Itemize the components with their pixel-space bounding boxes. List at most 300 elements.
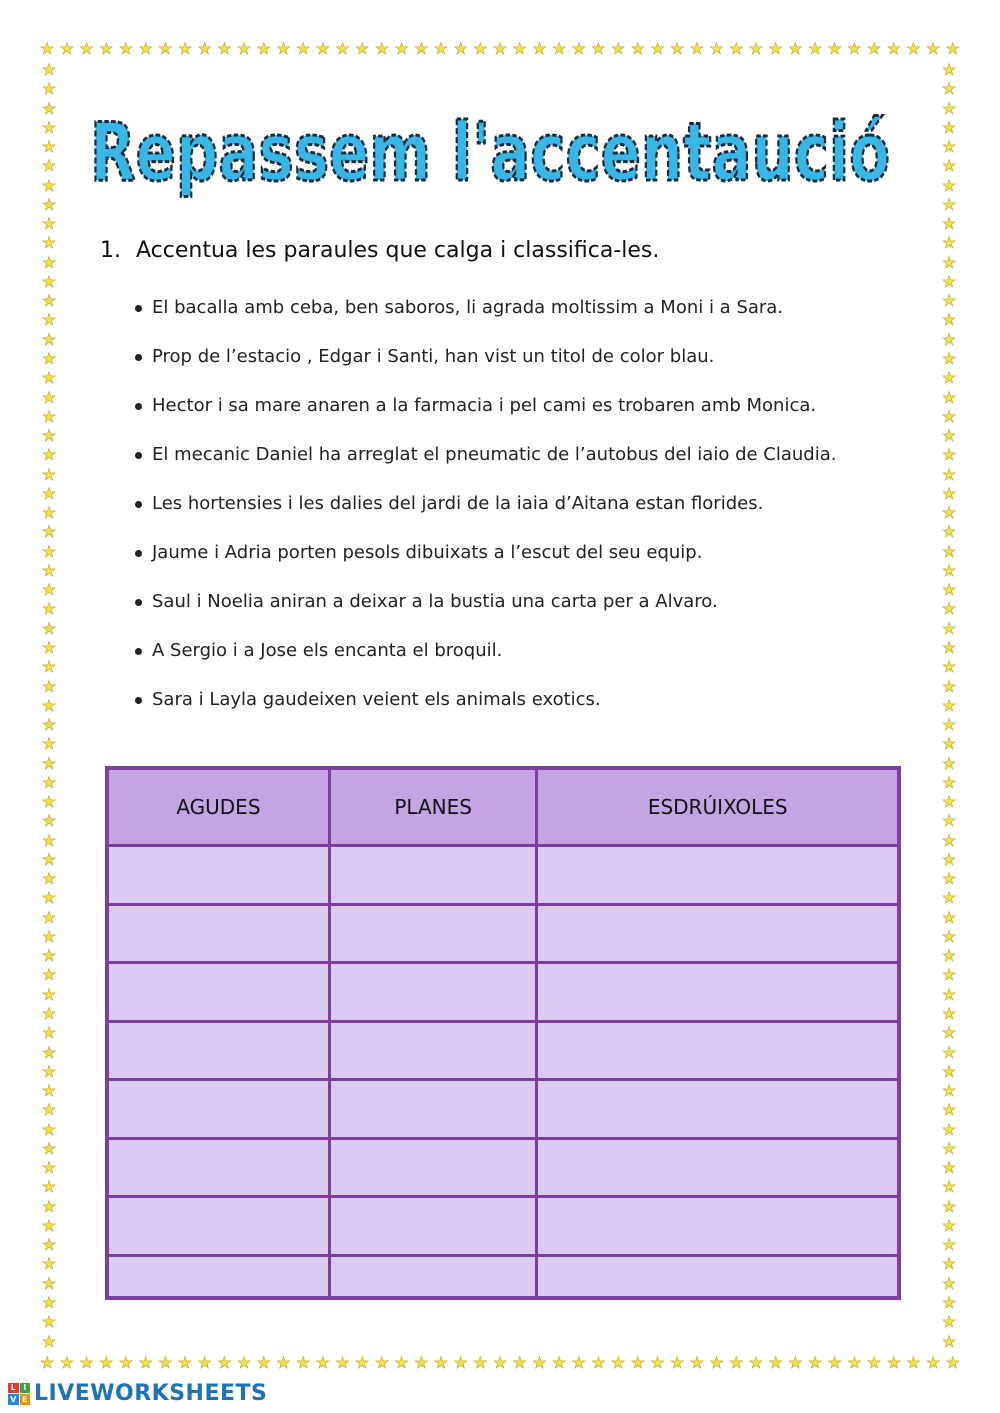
sentence-text: Saul i Noelia aniran a deixar a la bustia una carta per a Alvaro.: [152, 591, 718, 612]
instruction-text: Accentua les paraules que calga i classifica-les.: [136, 238, 660, 263]
star-icon: ★: [807, 39, 823, 58]
list-item: [135, 292, 836, 341]
star-icon: ★: [492, 39, 508, 58]
sentence-text: Les hortensies i les dalies del jardi de la iaia d’Aitana estan florides.: [152, 493, 764, 514]
star-icon: ★: [315, 39, 330, 58]
star-icon: ★: [41, 1196, 57, 1216]
bullet-icon: [135, 550, 142, 557]
star-icon: ★: [59, 39, 75, 58]
star-icon: ★: [41, 1042, 57, 1062]
answer-cell[interactable]: [329, 963, 537, 1022]
star-icon: ★: [941, 965, 957, 985]
table-row: [109, 1021, 897, 1080]
star-icon: ★: [941, 329, 957, 349]
star-icon: ★: [374, 1353, 390, 1372]
star-icon: ★: [941, 1100, 957, 1120]
star-icon: ★: [41, 772, 57, 792]
star-icon: ★: [941, 79, 957, 99]
answer-cell[interactable]: [109, 1197, 329, 1256]
star-icon: ★: [941, 1293, 957, 1312]
star-icon: ★: [41, 637, 57, 657]
star-icon: ★: [41, 734, 57, 754]
list-item: [135, 684, 836, 733]
star-icon: ★: [941, 252, 957, 272]
star-icon: ★: [41, 541, 57, 561]
answer-cell[interactable]: [537, 1138, 897, 1197]
star-icon: ★: [295, 1353, 311, 1372]
star-border-top: [40, 40, 960, 58]
star-icon: ★: [473, 1353, 488, 1372]
star-icon: ★: [41, 1119, 57, 1139]
star-icon: ★: [591, 39, 606, 58]
star-icon: ★: [40, 1353, 55, 1372]
sentence-text: El bacalla amb ceba, ben saboros, li agrada moltissim a Moni i a Sara.: [152, 297, 784, 318]
answer-cell[interactable]: [537, 1197, 897, 1256]
star-icon: ★: [941, 1254, 957, 1274]
star-icon: ★: [650, 39, 665, 58]
star-icon: ★: [41, 445, 57, 465]
table-row: [109, 846, 897, 905]
star-icon: ★: [197, 39, 212, 58]
answer-cell[interactable]: [109, 1255, 329, 1296]
list-item: [135, 537, 836, 586]
star-icon: ★: [41, 560, 57, 580]
table-row: [109, 1255, 897, 1296]
answer-cell[interactable]: [109, 1138, 329, 1197]
table-body: [109, 846, 897, 1297]
star-icon: ★: [236, 1353, 252, 1372]
star-icon: ★: [788, 1353, 803, 1372]
star-icon: ★: [906, 1353, 921, 1372]
star-icon: ★: [41, 830, 57, 850]
sentence-text: El mecanic Daniel ha arreglat el pneumatic de l’autobus del iaio de Claudia.: [152, 444, 837, 465]
star-icon: ★: [41, 233, 57, 253]
star-icon: ★: [886, 1353, 901, 1372]
answer-cell[interactable]: [537, 1255, 897, 1296]
star-icon: ★: [41, 60, 57, 79]
star-icon: ★: [941, 869, 957, 889]
star-icon: ★: [414, 39, 429, 58]
star-icon: ★: [41, 926, 57, 946]
star-icon: ★: [941, 637, 957, 657]
bullet-icon: [135, 648, 142, 655]
bullet-icon: [135, 305, 142, 312]
logo-letter: I: [20, 1383, 31, 1394]
star-icon: ★: [941, 907, 957, 927]
star-icon: ★: [709, 39, 724, 58]
star-icon: ★: [453, 1353, 468, 1372]
star-icon: ★: [41, 888, 57, 908]
star-icon: ★: [941, 676, 957, 696]
answer-cell[interactable]: [329, 1021, 537, 1080]
star-icon: ★: [941, 348, 957, 368]
star-icon: ★: [941, 811, 957, 831]
bullet-icon: [135, 452, 142, 459]
answer-cell[interactable]: [329, 1138, 537, 1197]
star-icon: ★: [941, 483, 957, 503]
star-icon: ★: [807, 1353, 823, 1372]
star-icon: ★: [941, 657, 957, 677]
bullet-icon: [135, 599, 142, 606]
star-icon: ★: [41, 1061, 57, 1081]
star-icon: ★: [591, 1353, 606, 1372]
star-icon: ★: [941, 271, 957, 291]
star-icon: ★: [41, 811, 57, 831]
star-icon: ★: [276, 1353, 291, 1372]
answer-cell[interactable]: [329, 1255, 537, 1296]
star-icon: ★: [41, 1023, 57, 1043]
star-icon: ★: [276, 39, 291, 58]
star-icon: ★: [492, 1353, 508, 1372]
answer-cell[interactable]: [109, 846, 329, 905]
star-icon: ★: [177, 1353, 193, 1372]
star-icon: ★: [315, 1353, 330, 1372]
star-icon: ★: [99, 1353, 114, 1372]
star-icon: ★: [768, 39, 783, 58]
star-icon: ★: [709, 1353, 724, 1372]
logo-letter: V: [8, 1394, 19, 1405]
star-icon: ★: [571, 1353, 586, 1372]
star-icon: ★: [788, 39, 803, 58]
star-icon: ★: [630, 1353, 645, 1372]
star-icon: ★: [41, 156, 57, 176]
list-item: [135, 635, 836, 684]
answer-cell[interactable]: [537, 963, 897, 1022]
table-row: [109, 1138, 897, 1197]
star-icon: ★: [41, 1004, 57, 1024]
star-icon: ★: [41, 291, 57, 311]
star-icon: ★: [941, 830, 957, 850]
star-icon: ★: [335, 39, 350, 58]
header-agudes: AGUDES: [109, 770, 329, 846]
star-icon: ★: [41, 406, 57, 426]
star-icon: ★: [941, 387, 957, 407]
table-row: [109, 1197, 897, 1256]
star-icon: ★: [886, 39, 901, 58]
list-item: [135, 586, 836, 635]
star-border-bottom: [40, 1354, 960, 1372]
table-header-row: [109, 770, 897, 846]
star-icon: ★: [941, 522, 957, 542]
star-icon: ★: [41, 1215, 57, 1235]
table-row: [109, 1080, 897, 1139]
bullet-icon: [135, 403, 142, 410]
star-icon: ★: [41, 907, 57, 927]
star-icon: ★: [197, 1353, 212, 1372]
header-planes: PLANES: [329, 770, 537, 846]
logo-letter: E: [20, 1394, 31, 1405]
star-icon: ★: [941, 406, 957, 426]
star-icon: ★: [118, 1353, 134, 1372]
star-icon: ★: [941, 792, 957, 812]
star-icon: ★: [941, 445, 957, 465]
star-icon: ★: [941, 1061, 957, 1081]
answer-cell[interactable]: [329, 846, 537, 905]
star-icon: ★: [941, 503, 957, 523]
star-icon: ★: [941, 599, 957, 619]
star-icon: ★: [941, 60, 957, 79]
footer: [8, 1381, 267, 1406]
star-icon: ★: [941, 618, 957, 638]
star-icon: ★: [41, 869, 57, 889]
star-icon: ★: [41, 503, 57, 523]
sentence-text: Hector i sa mare anaren a la farmacia i pel cami es trobaren amb Monica.: [152, 395, 817, 416]
star-icon: ★: [906, 39, 921, 58]
star-icon: ★: [41, 1158, 57, 1178]
star-icon: ★: [41, 580, 57, 600]
star-icon: ★: [941, 194, 957, 214]
star-icon: ★: [41, 1293, 57, 1312]
star-icon: ★: [941, 926, 957, 946]
star-icon: ★: [41, 753, 57, 773]
star-icon: ★: [941, 1119, 957, 1139]
star-icon: ★: [847, 39, 862, 58]
star-icon: ★: [941, 734, 957, 754]
star-icon: ★: [41, 98, 57, 118]
star-icon: ★: [158, 39, 173, 58]
star-icon: ★: [217, 39, 232, 58]
star-icon: ★: [941, 291, 957, 311]
answer-cell[interactable]: [329, 1080, 537, 1139]
star-icon: ★: [941, 1004, 957, 1024]
star-icon: ★: [158, 1353, 173, 1372]
star-icon: ★: [532, 1353, 547, 1372]
table-row: [109, 904, 897, 963]
bullet-icon: [135, 354, 142, 361]
star-icon: ★: [138, 39, 153, 58]
star-icon: ★: [551, 39, 567, 58]
answer-cell[interactable]: [537, 904, 897, 963]
worksheet-title: [80, 88, 900, 208]
star-icon: ★: [41, 618, 57, 638]
star-icon: ★: [941, 580, 957, 600]
star-border-left: [40, 62, 58, 1350]
star-icon: ★: [177, 39, 193, 58]
star-icon: ★: [941, 1177, 957, 1197]
star-icon: ★: [217, 1353, 232, 1372]
star-icon: ★: [941, 1081, 957, 1101]
star-icon: ★: [41, 194, 57, 214]
star-icon: ★: [41, 271, 57, 291]
star-icon: ★: [414, 1353, 429, 1372]
star-icon: ★: [941, 175, 957, 195]
star-icon: ★: [941, 464, 957, 484]
star-icon: ★: [941, 137, 957, 157]
star-icon: ★: [138, 1353, 153, 1372]
star-icon: ★: [335, 1353, 350, 1372]
star-icon: ★: [118, 39, 134, 58]
star-icon: ★: [79, 39, 94, 58]
star-icon: ★: [670, 1353, 685, 1372]
star-icon: ★: [941, 117, 957, 137]
star-icon: ★: [453, 39, 468, 58]
star-icon: ★: [41, 695, 57, 715]
list-item: [135, 341, 836, 390]
star-icon: ★: [41, 1138, 57, 1158]
answer-cell[interactable]: [537, 1021, 897, 1080]
star-icon: ★: [41, 137, 57, 157]
star-icon: ★: [394, 39, 409, 58]
star-icon: ★: [941, 368, 957, 388]
star-icon: ★: [41, 676, 57, 696]
star-icon: ★: [41, 1312, 57, 1332]
star-icon: ★: [941, 560, 957, 580]
title-text: Repassem l'accentaució: [90, 106, 890, 199]
answer-cell[interactable]: [109, 963, 329, 1022]
star-icon: ★: [941, 849, 957, 869]
star-icon: ★: [41, 657, 57, 677]
star-icon: ★: [941, 426, 957, 446]
star-icon: ★: [729, 1353, 744, 1372]
star-icon: ★: [941, 715, 957, 735]
star-icon: ★: [941, 1196, 957, 1216]
star-icon: ★: [941, 1158, 957, 1178]
star-icon: ★: [41, 214, 57, 234]
star-icon: ★: [41, 79, 57, 99]
star-icon: ★: [941, 1138, 957, 1158]
star-icon: ★: [41, 849, 57, 869]
star-icon: ★: [941, 310, 957, 330]
star-icon: ★: [41, 946, 57, 966]
star-icon: ★: [394, 1353, 409, 1372]
star-icon: ★: [374, 39, 390, 58]
star-icon: ★: [941, 1312, 957, 1332]
star-icon: ★: [925, 1353, 941, 1372]
star-icon: ★: [41, 426, 57, 446]
star-icon: ★: [941, 984, 957, 1004]
star-icon: ★: [473, 39, 488, 58]
star-icon: ★: [551, 1353, 567, 1372]
star-icon: ★: [941, 98, 957, 118]
star-icon: ★: [41, 1235, 57, 1255]
star-icon: ★: [41, 310, 57, 330]
star-icon: ★: [295, 39, 311, 58]
answer-cell[interactable]: [329, 904, 537, 963]
logo-letter: L: [8, 1383, 19, 1394]
star-icon: ★: [941, 1331, 957, 1351]
star-icon: ★: [941, 946, 957, 966]
star-icon: ★: [941, 233, 957, 253]
star-icon: ★: [630, 39, 645, 58]
star-icon: ★: [40, 39, 55, 58]
star-icon: ★: [41, 1177, 57, 1197]
star-icon: ★: [532, 39, 547, 58]
star-icon: ★: [236, 39, 252, 58]
star-icon: ★: [866, 1353, 882, 1372]
star-icon: ★: [748, 1353, 764, 1372]
star-icon: ★: [670, 39, 685, 58]
table-row: [109, 963, 897, 1022]
sentence-text: A Sergio i a Jose els encanta el broquil.: [152, 640, 503, 661]
star-icon: ★: [41, 792, 57, 812]
star-icon: ★: [59, 1353, 75, 1372]
star-icon: ★: [79, 1353, 94, 1372]
answer-cell[interactable]: [329, 1197, 537, 1256]
star-icon: ★: [941, 541, 957, 561]
star-icon: ★: [512, 39, 527, 58]
star-icon: ★: [827, 1353, 842, 1372]
star-icon: ★: [866, 39, 882, 58]
star-icon: ★: [941, 1023, 957, 1043]
sentence-text: Jaume i Adria porten pesols dibuixats a l’escut del seu equip.: [152, 542, 703, 563]
star-icon: ★: [41, 175, 57, 195]
star-icon: ★: [941, 753, 957, 773]
star-icon: ★: [941, 1042, 957, 1062]
star-icon: ★: [41, 329, 57, 349]
liveworksheets-logo-icon: [8, 1383, 30, 1405]
answer-cell[interactable]: [109, 904, 329, 963]
star-icon: ★: [99, 39, 114, 58]
star-border-right: [940, 62, 958, 1350]
star-icon: ★: [729, 39, 744, 58]
sentence-text: Prop de l’estacio , Edgar i Santi, han vist un titol de color blau.: [152, 346, 715, 367]
list-item: [135, 488, 836, 537]
star-icon: ★: [41, 1100, 57, 1120]
star-icon: ★: [41, 1081, 57, 1101]
star-icon: ★: [355, 1353, 370, 1372]
star-icon: ★: [689, 1353, 705, 1372]
answer-cell[interactable]: [537, 846, 897, 905]
star-icon: ★: [41, 464, 57, 484]
list-item: [135, 439, 836, 488]
star-icon: ★: [689, 39, 705, 58]
classification-table: [105, 766, 901, 1300]
brand-name[interactable]: LIVEWORKSHEETS: [34, 1381, 268, 1406]
star-icon: ★: [41, 117, 57, 137]
star-icon: ★: [941, 156, 957, 176]
star-icon: ★: [945, 39, 960, 58]
star-icon: ★: [610, 39, 626, 58]
sentence-list: [135, 292, 836, 733]
star-icon: ★: [41, 965, 57, 985]
star-icon: ★: [433, 39, 449, 58]
bullet-icon: [135, 697, 142, 704]
star-icon: ★: [748, 39, 764, 58]
star-icon: ★: [41, 1273, 57, 1293]
instruction: [100, 238, 659, 263]
star-icon: ★: [41, 252, 57, 272]
instruction-number: 1.: [100, 238, 121, 263]
answer-cell[interactable]: [109, 1021, 329, 1080]
star-icon: ★: [41, 483, 57, 503]
star-icon: ★: [945, 1353, 960, 1372]
star-icon: ★: [610, 1353, 626, 1372]
star-icon: ★: [847, 1353, 862, 1372]
star-icon: ★: [41, 522, 57, 542]
star-icon: ★: [41, 984, 57, 1004]
star-icon: ★: [925, 39, 941, 58]
star-icon: ★: [941, 772, 957, 792]
star-icon: ★: [650, 1353, 665, 1372]
star-icon: ★: [768, 1353, 783, 1372]
answer-cell[interactable]: [537, 1080, 897, 1139]
star-icon: ★: [41, 715, 57, 735]
star-icon: ★: [41, 348, 57, 368]
star-icon: ★: [941, 214, 957, 234]
list-item: [135, 390, 836, 439]
star-icon: ★: [41, 1254, 57, 1274]
header-esdruixoles: ESDRÚIXOLES: [537, 770, 897, 846]
star-icon: ★: [512, 1353, 527, 1372]
star-icon: ★: [41, 387, 57, 407]
star-icon: ★: [433, 1353, 449, 1372]
answer-cell[interactable]: [109, 1080, 329, 1139]
star-icon: ★: [941, 695, 957, 715]
star-icon: ★: [571, 39, 586, 58]
star-icon: ★: [941, 888, 957, 908]
star-icon: ★: [41, 1331, 57, 1351]
bullet-icon: [135, 501, 142, 508]
